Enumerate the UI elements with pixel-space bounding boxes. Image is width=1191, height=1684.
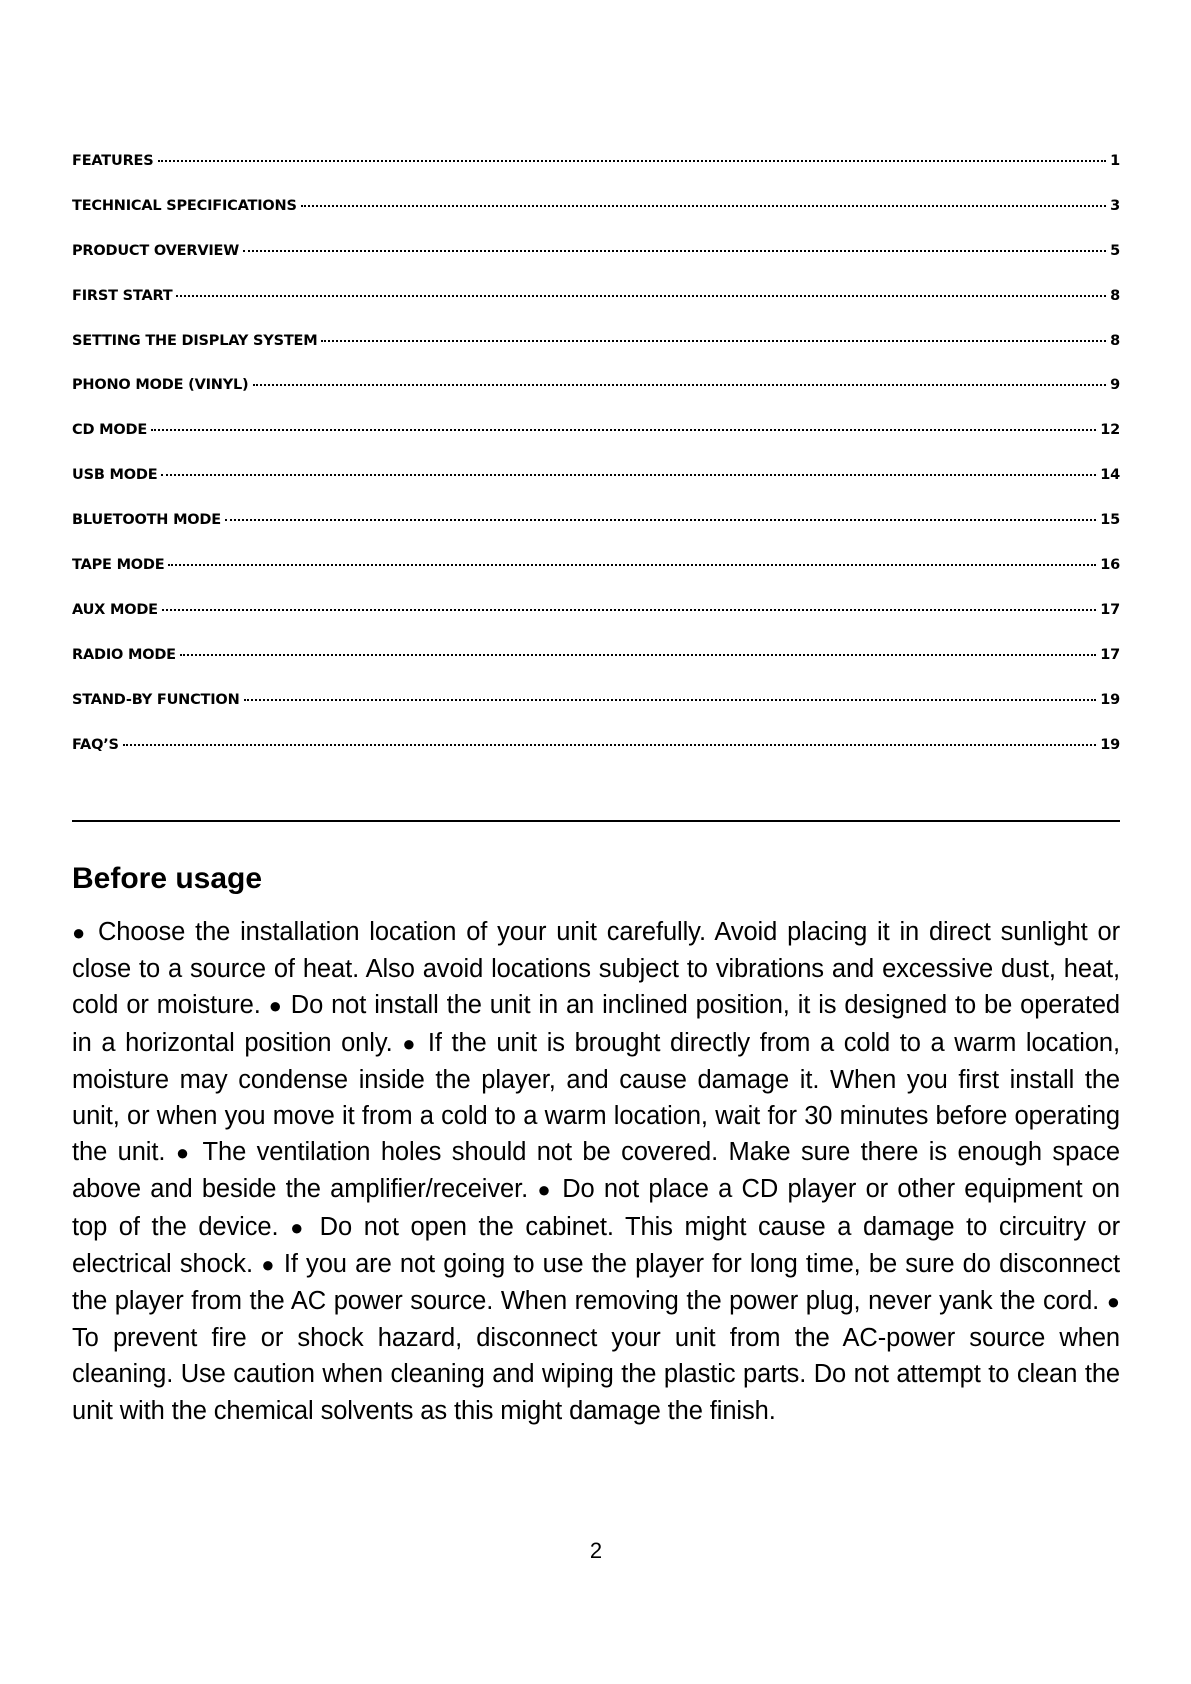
- bullet-item-text: To prevent fire or shock hazard, disconnect your unit from the AC-power source when cleaning. Use caution when cleaning and wiping the plastic parts. Do not attempt to clean the unit with the chemical solvents as this might damage the finish.: [72, 1324, 1120, 1425]
- toc-dot-leader: [168, 564, 1096, 566]
- toc-entry-title: TECHNICAL SPECIFICATIONS: [72, 197, 297, 214]
- bullet-item-text: If you are not going to use the player for long time, be sure do disconnect the player from the AC power source. When removing the power plug, never yank the cord.: [72, 1249, 1120, 1316]
- toc-dot-leader: [253, 384, 1107, 386]
- toc-dot-leader: [180, 654, 1096, 656]
- toc-dot-leader: [161, 474, 1096, 476]
- toc-entry-title: FEATURES: [72, 153, 154, 169]
- toc-entry-title: FAQ’S: [72, 736, 119, 753]
- toc-entry-page: 3: [1110, 197, 1120, 214]
- page-number: 2: [589, 1538, 603, 1563]
- toc-entry-title: CD MODE: [72, 422, 148, 439]
- toc-entry-title: USB MODE: [72, 467, 158, 484]
- bullet-item-text: Choose the installation location of your unit carefully. Avoid placing it in direct sunlight or close to a source of heat. Also avoid locations subject to vibrations and excessive dust, heat, cold or moisture.: [72, 918, 1120, 1020]
- toc-dot-leader: [176, 295, 1106, 297]
- toc-entry-title: RADIO MODE: [72, 646, 176, 663]
- bullet-icon: ●: [537, 1177, 553, 1203]
- toc-entry[interactable]: [72, 692, 1120, 737]
- toc-dot-leader: [321, 340, 1106, 342]
- toc-entry-page: 19: [1100, 691, 1120, 708]
- toc-entry-page: 1: [1110, 153, 1120, 169]
- toc-dot-leader: [244, 699, 1097, 701]
- toc-entry[interactable]: [72, 333, 1120, 378]
- toc-entry-page: 5: [1110, 242, 1120, 259]
- toc-entry[interactable]: [72, 647, 1120, 692]
- bullet-icon: ●: [261, 1251, 276, 1277]
- toc-dot-leader: [123, 744, 1096, 746]
- toc-entry-title: STAND-BY FUNCTION: [72, 691, 240, 708]
- toc-entry-title: SETTING THE DISPLAY SYSTEM: [72, 332, 318, 349]
- bullet-icon: ●: [268, 993, 283, 1019]
- section-title: Before usage: [72, 862, 263, 895]
- bullet-icon: ●: [175, 1140, 193, 1166]
- bullet-icon: ●: [72, 920, 89, 945]
- toc-entry-page: 12: [1100, 422, 1120, 439]
- bullet-item-text: Do not install the unit in an inclined position, it is designed to be operated in a horizontal position only.: [72, 991, 1120, 1057]
- toc-entry-page: 9: [1110, 377, 1120, 394]
- bullet-icon: ●: [1106, 1289, 1120, 1315]
- bullet-item-text: Do not place a CD player or other equipment on top of the device.: [72, 1175, 1120, 1241]
- toc-entry[interactable]: [72, 602, 1120, 647]
- toc-entry-title: PRODUCT OVERVIEW: [72, 242, 240, 259]
- toc-entry-page: 15: [1100, 512, 1120, 529]
- bullet-item-text: If the unit is brought directly from a cold to a warm location, moisture may condense inside the player, and cause damage it. When you first install the unit, or when you move it from a cold to a warm location, wait for 30 minutes before operating the unit.: [72, 1028, 1120, 1167]
- toc-entry[interactable]: [72, 288, 1120, 333]
- toc-entry-page: 17: [1100, 601, 1120, 618]
- toc-entry[interactable]: [72, 737, 1120, 782]
- toc-entry-page: 8: [1110, 287, 1120, 304]
- toc-entry-page: 8: [1110, 332, 1120, 349]
- bullet-icon: ●: [402, 1030, 419, 1056]
- toc-entry-page: 16: [1100, 557, 1120, 574]
- toc-entry-page: 14: [1100, 467, 1120, 484]
- toc-entry[interactable]: [72, 377, 1120, 422]
- toc-entry[interactable]: [72, 153, 1120, 198]
- toc-entry-title: TAPE MODE: [72, 557, 165, 574]
- toc-entry-title: AUX MODE: [72, 601, 158, 618]
- toc-entry[interactable]: [72, 422, 1120, 467]
- toc-entry[interactable]: [72, 243, 1120, 288]
- toc-dot-leader: [158, 160, 1107, 162]
- toc-dot-leader: [301, 205, 1106, 207]
- table-of-contents: [72, 153, 1120, 781]
- toc-entry-title: FIRST START: [72, 287, 173, 304]
- toc-entry[interactable]: [72, 198, 1120, 243]
- toc-dot-leader: [162, 609, 1096, 611]
- toc-entry-title: PHONO MODE (VINYL): [72, 377, 249, 394]
- bullet-item-text: The ventilation holes should not be covered. Make sure there is enough space above and beside the amplifier/receiver.: [72, 1138, 1120, 1204]
- manual-page: [72, 0, 1120, 1684]
- toc-entry[interactable]: [72, 512, 1120, 557]
- toc-dot-leader: [151, 429, 1096, 431]
- toc-entry[interactable]: [72, 467, 1120, 512]
- bullet-item-text: Do not open the cabinet. This might cause a damage to circuitry or electrical shock.: [72, 1212, 1120, 1278]
- section-divider: [72, 820, 1120, 822]
- toc-entry-page: 19: [1100, 736, 1120, 753]
- toc-entry-title: BLUETOOTH MODE: [72, 512, 221, 529]
- toc-dot-leader: [225, 519, 1096, 521]
- toc-entry-page: 17: [1100, 646, 1120, 663]
- bullet-icon: ●: [290, 1214, 308, 1240]
- toc-entry[interactable]: [72, 557, 1120, 602]
- before-usage-text: [72, 914, 1120, 1429]
- toc-dot-leader: [243, 250, 1106, 252]
